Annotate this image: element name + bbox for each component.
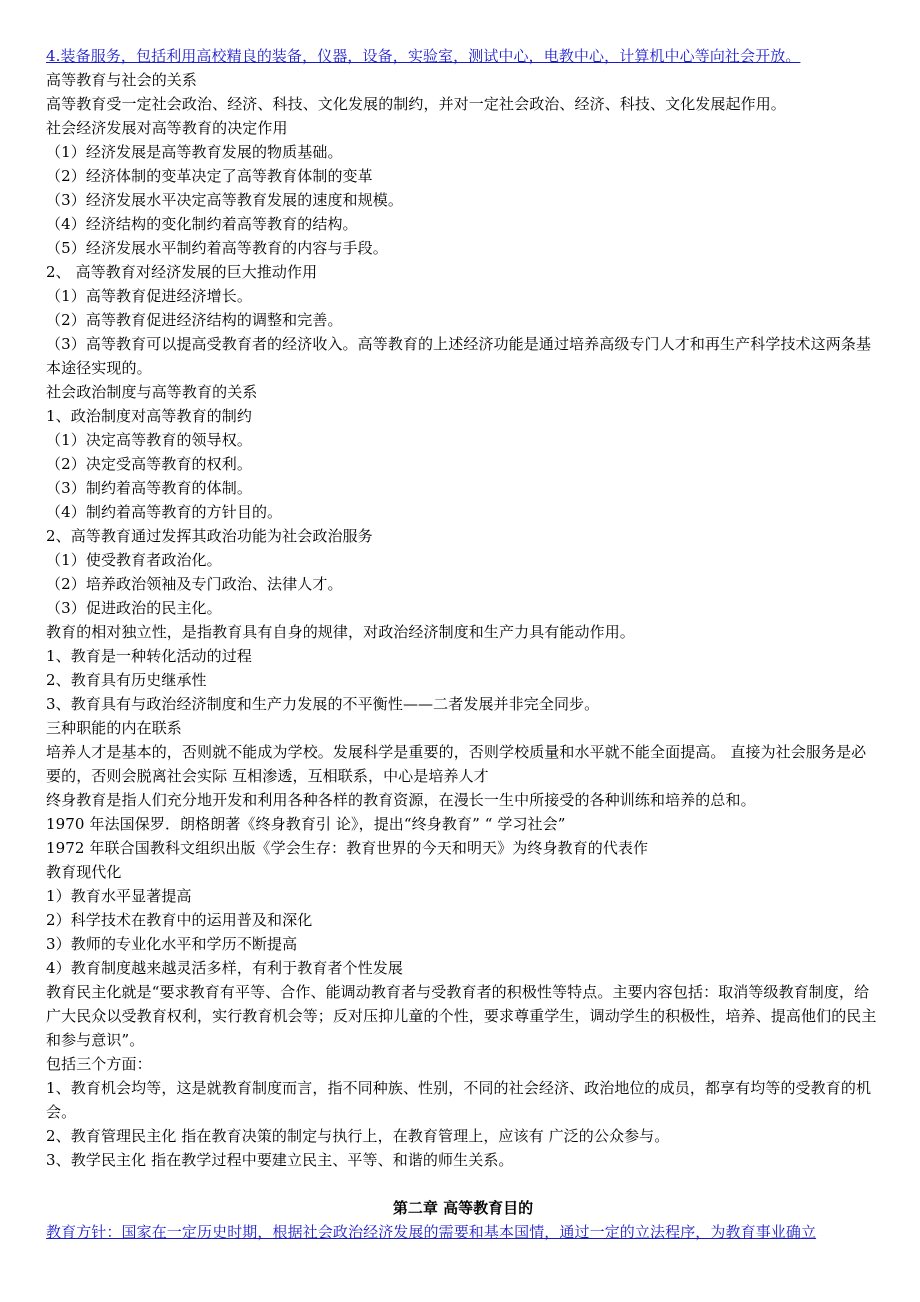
text-line: 培养人才是基本的，否则就不能成为学校。发展科学是重要的，否则学校质量和水平就不能全面提高。 直接为社会服务是必要的，否则会脱离社会实际 互相渗透，互相联系，中心是培养人才 (46, 743, 867, 785)
text-line: 1970 年法国保罗．朗格朗著《终身教育引 论》，提出“终身教育” “ 学习社会” (46, 815, 566, 833)
list-item: （3）经济发展水平决定高等教育发展的速度和规模。 (46, 191, 403, 209)
section-title: 1、政治制度对高等教育的制约 (46, 407, 252, 425)
list-item: 1、教育是一种转化活动的过程 (46, 647, 252, 665)
list-item: （1）决定高等教育的领导权。 (46, 431, 252, 449)
document-page (46, 44, 880, 1244)
list-item: （3）高等教育可以提高受教育者的经济收入。高等教育的上述经济功能是通过培养高级专门人才和再生产科学技术这两条基本途径实现的。 (46, 335, 872, 377)
list-item: 3）教师的专业化水平和学历不断提高 (46, 935, 298, 953)
list-item: （2）决定受高等教育的权利。 (46, 455, 252, 473)
section-title: 包括三个方面： (46, 1055, 152, 1073)
list-item: （3）促进政治的民主化。 (46, 599, 222, 617)
text-line: 终身教育是指人们充分地开发和利用各种各样的教育资源，在漫长一生中所接受的各种训练和培养的总和。 (46, 791, 756, 809)
list-item: （5）经济发展水平制约着高等教育的内容与手段。 (46, 239, 388, 257)
section-title: 社会政治制度与高等教育的关系 (46, 383, 258, 401)
text-line: 1972 年联合国教科文组织出版《学会生存：教育世界的今天和明天》为终身教育的代表作 (46, 839, 649, 857)
list-item: 2、教育具有历史继承性 (46, 671, 207, 689)
list-item: （2）高等教育促进经济结构的调整和完善。 (46, 311, 343, 329)
text-line: 教育民主化就是“要求教育有平等、合作、能调动教育者与受教育者的积极性等特点。主要内容包括：取消等级教育制度，给广大民众以受教育权利，实行教育机会等；反对压抑儿童的个性，要求尊重学生，调动学生的积极性，培养、提高他们的民主和参与意识”。 (46, 983, 877, 1049)
section-title: 高等教育与社会的关系 (46, 71, 198, 89)
list-item: 1、教育机会均等，这是就教育制度而言，指不同种族、性别，不同的社会经济、政治地位的成员，都享有均等的受教育的机会。 (46, 1079, 872, 1121)
text-line: 教育的相对独立性，是指教育具有自身的规律，对政治经济制度和生产力具有能动作用。 (46, 623, 635, 641)
text-line: 高等教育受一定社会政治、经济、科技、文化发展的制约，并对一定社会政治、经济、科技、文化发展起作用。 (46, 95, 786, 113)
list-item: （2）培养政治领袖及专门政治、法律人才。 (46, 575, 343, 593)
list-item: （2）经济体制的变革决定了高等教育体制的变革 (46, 167, 373, 185)
section-title: 2、 高等教育对经济发展的巨大推动作用 (46, 263, 318, 281)
definition-link[interactable]: 教育方针：国家在一定历史时期，根据社会政治经济发展的需要和基本国情，通过一定的立法程序，为教育事业确立 (46, 1223, 817, 1241)
list-item: 3、教学民主化 指在教学过程中要建立民主、平等、和谐的师生关系。 (46, 1151, 514, 1169)
list-item: （4）经济结构的变化制约着高等教育的结构。 (46, 215, 358, 233)
section-title: 三种职能的内在联系 (46, 719, 182, 737)
list-item: 3、教育具有与政治经济制度和生产力发展的不平衡性——二者发展并非完全同步。 (46, 695, 600, 713)
list-item: 1）教育水平显著提高 (46, 887, 192, 905)
list-item: 2）科学技术在教育中的运用普及和深化 (46, 911, 313, 929)
text-line[interactable]: 4.装备服务，包括利用高校精良的装备，仪器，设备，实验室，测试中心，电教中心，计算机中心等向社会开放。 (46, 47, 801, 65)
list-item: 4）教育制度越来越灵活多样，有利于教育者个性发展 (46, 959, 403, 977)
list-item: （1）经济发展是高等教育发展的物质基础。 (46, 143, 343, 161)
list-item: （1）使受教育者政治化。 (46, 551, 222, 569)
list-item: 2、教育管理民主化 指在教育决策的制定与执行上，在教育管理上，应该有 广泛的公众参与。 (46, 1127, 670, 1145)
list-item: （1）高等教育促进经济增长。 (46, 287, 252, 305)
section-title: 2、高等教育通过发挥其政治功能为社会政治服务 (46, 527, 373, 545)
section-title: 社会经济发展对高等教育的决定作用 (46, 119, 288, 137)
section-title: 教育现代化 (46, 863, 122, 881)
chapter-heading: 第二章 高等教育目的 (392, 1199, 534, 1217)
list-item: （4）制约着高等教育的方针目的。 (46, 503, 283, 521)
list-item: （3）制约着高等教育的体制。 (46, 479, 252, 497)
